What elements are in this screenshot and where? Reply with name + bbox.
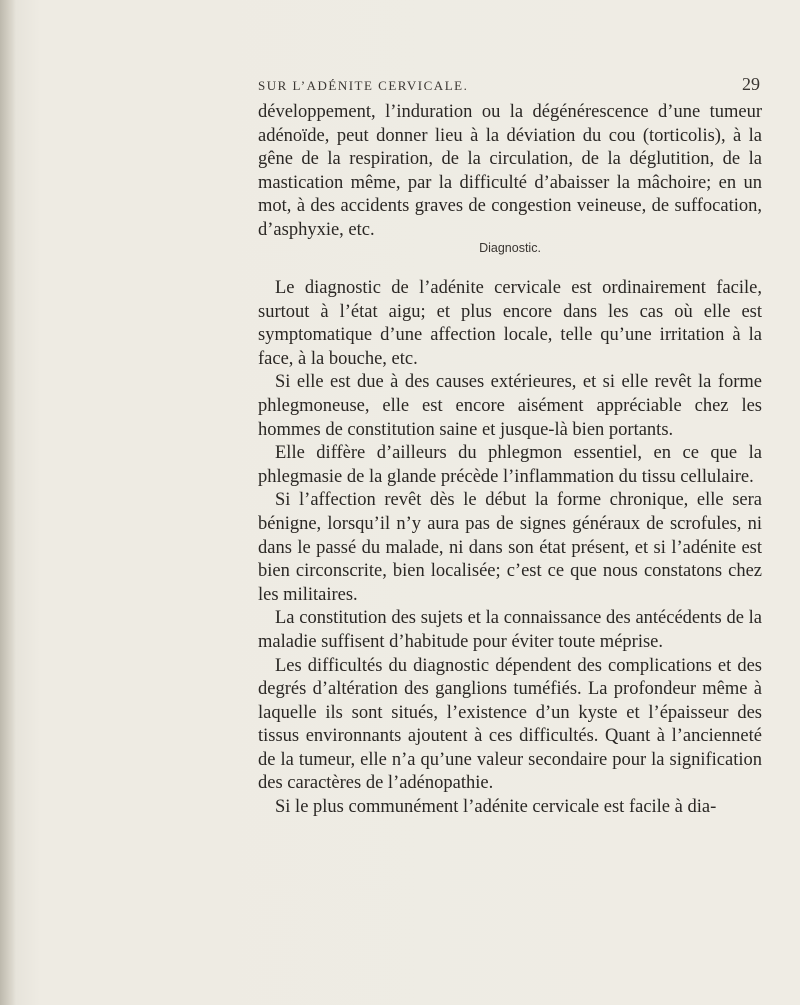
text-block-opening: [258, 101, 762, 243]
paragraph: Elle diffère d’ailleurs du phlegmon essentiel, en ce que la phlegmasie de la glande précède l’inflammation du tissu cellulaire.: [258, 443, 762, 487]
paragraph: Si elle est due à des causes extérieures, et si elle revêt la forme phlegmoneuse, elle est encore aisément appréciable chez les hommes de constitution saine et jusque-là bien portants.: [258, 372, 762, 440]
running-title: SUR L’ADÉNITE CERVICALE.: [258, 78, 469, 93]
paragraph: Le diagnostic de l’adénite cervicale est ordinairement facile, surtout à l’état aigu; et plus encore dans les cas où elle est symptomatique d’une affection locale, telle qu’une irritation à la face, à la bouche, etc.: [258, 278, 762, 369]
paragraph: La constitution des sujets et la connaissance des antécédents de la maladie suffisent d’habitude pour éviter toute méprise.: [258, 608, 762, 652]
binding-shadow: [0, 0, 16, 1005]
paragraph: Les difficultés du diagnostic dépendent des complications et des degrés d’altération des ganglions tuméfiés. La profondeur même à laquelle ils sont situés, l’existence d’un kyste et l’épaisseur des tissus environnants ajoutent à ces difficultés. Quant à l’ancienneté de la tumeur, elle n’a qu’une valeur secondaire pour la signification des caractères de l’adénopathie.: [258, 655, 762, 794]
paragraph: Si l’affection revêt dès le début la forme chronique, elle sera bénigne, lorsqu’il n’y aura pas de signes généraux de scrofules, ni dans le passé du malade, ni dans son état présent, et si l’adénite est bien circonscrite, bien localisée; c’est ce que nous constatons chez les militaires.: [258, 490, 762, 605]
text-block-diagnostic: [258, 277, 762, 820]
section-heading: Diagnostic.: [479, 241, 541, 255]
page-number: 29: [742, 74, 760, 94]
paragraph-continued: développement, l’induration ou la dégénérescence d’une tumeur adénoïde, peut donner lieu à la déviation du cou (torticolis), à la gêne de la respiration, de la circulation, de la déglutition, de la mastication même, par la difficulté d’abaisser la mâchoire; en un mot, à des accidents graves de congestion veineuse, de suffocation, d’asphyxie, etc.: [258, 102, 762, 240]
paragraph: Si le plus communément l’adénite cervicale est facile à dia-: [275, 797, 717, 818]
